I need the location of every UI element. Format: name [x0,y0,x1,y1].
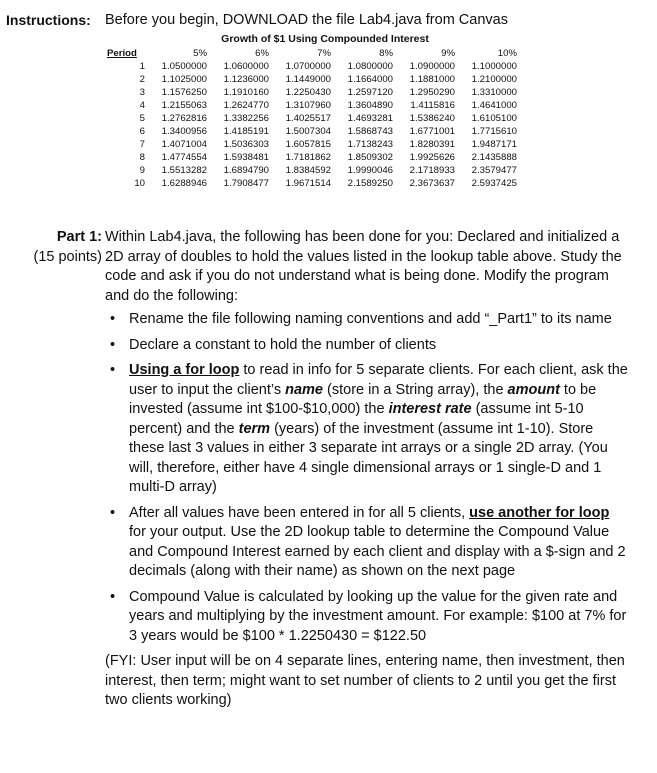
table-cell-value: 1.2597120 [347,87,393,98]
table-header-10: 10% [497,48,517,59]
table-row [105,151,519,164]
table-cell-value: 1.3604890 [347,100,393,111]
table-header-period: Period [107,48,137,59]
bullet-icon: • [110,504,116,521]
table-cell-value: 1.0900000 [409,61,455,72]
lookup-table [105,47,519,190]
table-title: Growth of $1 Using Compounded Interest [221,33,429,45]
table-header-6: 6% [255,48,269,59]
table-cell-value: 1.1236000 [223,74,269,85]
list-item [105,361,630,498]
table-cell-value: 2.1589250 [347,178,393,189]
list-item [105,504,630,582]
table-cell-value: 1.2155063 [161,100,207,111]
bullet-icon: • [110,311,116,327]
table-cell-value: 1.9671514 [285,178,331,189]
table-cell-period: 2 [139,74,145,85]
table-cell-value: 1.5868743 [347,126,393,137]
table-cell-value: 2.3673637 [409,178,455,189]
table-cell-period: 7 [139,139,145,150]
table-cell-value: 1.3382256 [223,113,269,124]
table-cell-value: 1.4693281 [347,113,393,124]
bullet-text: After all values have been entered in for all 5 clients, [129,504,470,521]
table-cell-value: 1.7715610 [471,126,517,137]
emphasis-interest-rate: interest rate [388,401,472,417]
table-cell-value: 1.4641000 [471,100,517,111]
table-cell-value: 1.2250430 [285,87,331,98]
table-row [105,86,519,99]
table-cell-value: 1.1664000 [347,74,393,85]
table-body [105,60,519,190]
table-cell-value: 1.1881000 [409,74,455,85]
table-cell-period: 6 [139,126,145,137]
table-cell-value: 1.5036303 [223,139,269,150]
table-cell-value: 1.2624770 [223,100,269,111]
table-cell-period: 8 [139,152,145,163]
table-cell-value: 1.4115816 [410,100,455,111]
list-item [105,310,630,330]
table-cell-value: 1.7181862 [285,152,331,163]
table-row [105,60,519,73]
table-cell-value: 2.5937425 [471,178,517,189]
table-cell-value: 1.9990046 [347,165,393,176]
table-cell-value: 1.2762816 [161,113,207,124]
emphasis-another-for-loop: use another for loop [469,504,610,521]
table-header-9: 9% [441,48,455,59]
table-cell-value: 1.6288946 [161,178,207,189]
bullet-text: Rename the file following naming conventions and add “_Part1” to its name [129,311,612,327]
table-cell-period: 9 [139,165,145,176]
bullet-text: to read in info for 5 separate clients. For each client, ask the user to input the client’s [129,362,628,398]
bullet-text: (years) of the investment (assume int 1-10). Store these last 3 values in either 3 separate int arrays or a single 2D array. (You will, therefore, either have 4 single dimensional arrays or 1 single-D and 1 multi-D array) [129,420,608,495]
bullet-text: to be invested (assume int $100-$10,000) the [129,381,597,417]
table-cell-value: 1.5938481 [223,152,269,163]
table-cell-period: 10 [134,178,145,189]
bullet-icon: • [110,336,116,353]
emphasis-for-loop: Using a for loop [129,362,240,378]
lookup-table-section [105,33,525,190]
bullet-text: for your output. Use the 2D lookup table to determine the Compound Value and Compound Interest earned by each client and display with a $-sign and 2 decimals (along with their name) as shown on the next page [129,524,626,579]
table-row [105,112,519,125]
bullet-text: (store in a String array), the [323,381,508,398]
fyi-note: (FYI: User input will be on 4 separate lines, entering name, then investment, then interest, then term; might want to set number of clients to 2 until you get the first two clients working) [105,653,625,708]
table-cell-value: 1.2100000 [471,74,517,85]
table-cell-value: 1.8384592 [285,165,331,176]
table-cell-value: 1.5007304 [285,126,331,137]
table-cell-value: 1.5513282 [161,165,207,176]
table-cell-value: 1.7138243 [347,139,393,150]
table-header-8: 8% [379,48,393,59]
table-cell-value: 1.6894790 [223,165,269,176]
table-row [105,99,519,112]
table-header-5: 5% [193,48,207,59]
table-cell-value: 1.3310000 [471,87,517,98]
table-cell-value: 1.1910160 [223,87,269,98]
part1-points: (15 points) [33,248,102,265]
table-cell-value: 1.0500000 [161,61,207,72]
table-row [105,177,519,190]
bullet-icon: • [110,588,116,605]
part1-intro: Within Lab4.java, the following has been done for you: Declared and initialized a 2D array of doubles to hold the values listed in the lookup table above. Study the code and ask if you do not understand what is being done. Modify the program and do the following: [105,229,622,304]
part1-body [105,228,630,711]
table-row [105,73,519,86]
instructions-text: Before you begin, DOWNLOAD the file Lab4.java from Canvas [105,12,508,28]
table-cell-value: 1.2950290 [409,87,455,98]
instructions-label: Instructions: [6,12,91,28]
table-cell-value: 1.4774554 [161,152,207,163]
table-cell-value: 1.7908477 [223,178,269,189]
table-cell-value: 1.0600000 [223,61,269,72]
table-cell-value: 1.3107960 [285,100,331,111]
table-cell-value: 2.1435888 [471,152,517,163]
part1-label: Part 1: [56,229,102,245]
list-item [105,336,630,356]
bullet-text: Compound Value is calculated by looking up the value for the given rate and years and multiplying by the investment amount. For example: $100 at 7% for 3 years would be $100 * 1.2250430 = $122.50 [129,588,627,644]
table-row [105,138,519,151]
table-cell-value: 1.6105100 [471,113,517,124]
table-row [105,164,519,177]
table-cell-period: 5 [139,113,145,124]
table-cell-value: 1.1576250 [161,87,207,98]
table-cell-value: 1.0800000 [347,61,393,72]
bullet-text: (assume int 5-10 percent) and the [129,401,584,437]
table-header-7: 7% [317,48,331,59]
emphasis-amount: amount [507,381,560,398]
bullet-icon: • [110,362,116,378]
table-cell-value: 2.3579477 [471,165,517,176]
table-cell-period: 3 [139,87,145,98]
part1-label-block [33,228,102,267]
list-item [105,588,630,647]
table-row [105,125,519,138]
emphasis-name: name [285,381,323,398]
table-cell-value: 1.8280391 [409,139,455,150]
table-cell-value: 1.1000000 [471,61,517,72]
table-cell-value: 1.3400956 [161,126,207,137]
table-cell-value: 1.6057815 [285,139,331,150]
table-cell-value: 1.9925626 [409,152,455,163]
table-header-row [105,47,519,60]
table-cell-value: 1.0700000 [285,61,331,72]
emphasis-term: term [238,420,271,437]
table-cell-value: 1.5386240 [409,113,455,124]
table-cell-value: 1.4071004 [161,139,207,150]
table-cell-period: 4 [139,100,145,111]
table-cell-value: 1.1449000 [285,74,331,85]
table-cell-value: 1.1025000 [161,74,207,85]
bullet-text: Declare a constant to hold the number of clients [129,336,437,353]
table-cell-value: 1.6771001 [409,126,455,137]
table-cell-period: 1 [139,61,145,72]
table-cell-value: 1.4185191 [223,126,269,137]
table-cell-value: 1.4025517 [285,113,331,124]
table-cell-value: 2.1718933 [409,165,455,176]
table-cell-value: 1.9487171 [471,139,517,150]
table-cell-value: 1.8509302 [347,152,393,163]
part1-bullet-list [105,310,630,646]
